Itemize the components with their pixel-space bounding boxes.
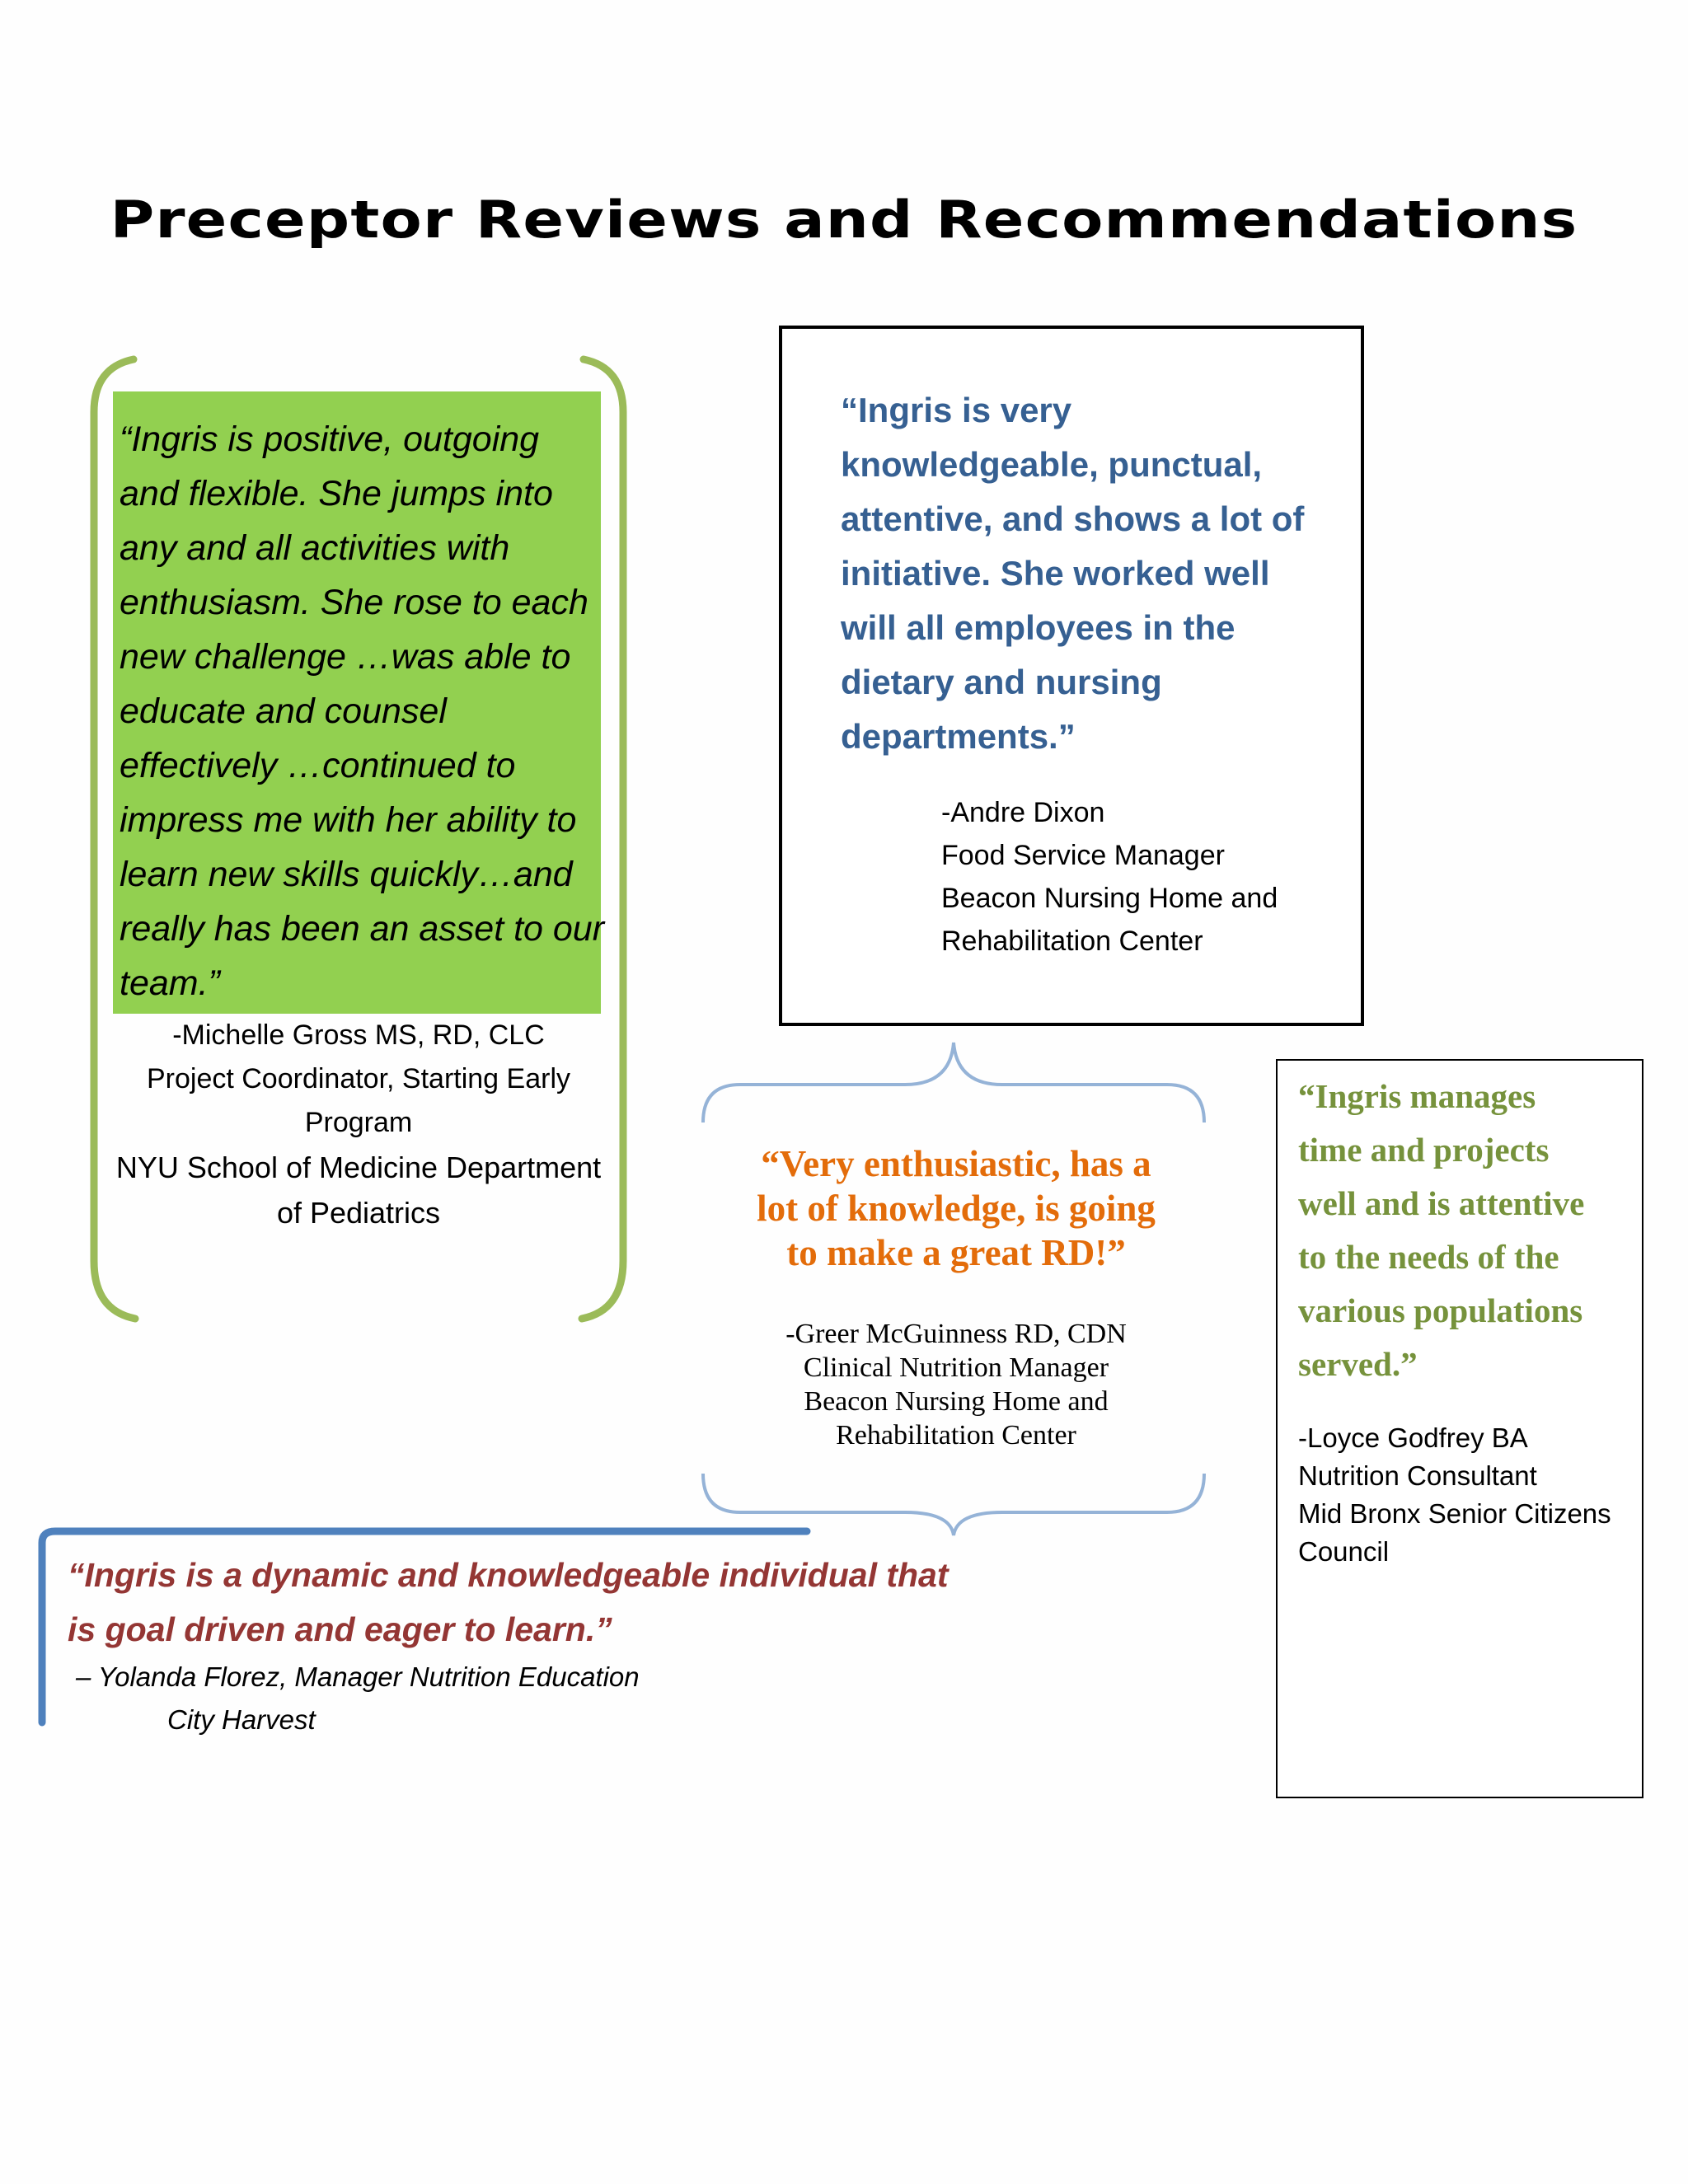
quote-line: “Ingris is a dynamic and knowledgeable individual that xyxy=(68,1556,949,1594)
attribution-line: of Pediatrics xyxy=(276,1196,441,1230)
page-title: Preceptor Reviews and Recommendations xyxy=(110,190,1578,250)
attribution-line: Project Coordinator, Starting Early xyxy=(146,1063,571,1094)
quote-line: “Ingris is very xyxy=(841,391,1072,429)
review-quote xyxy=(841,383,1335,764)
quote-line: “Ingris manages xyxy=(1298,1077,1536,1115)
attribution-line: Rehabilitation Center xyxy=(836,1420,1076,1451)
quote-line: really has been an asset to our xyxy=(120,909,605,949)
review-quote xyxy=(717,1141,1195,1275)
quote-line: attentive, and shows a lot of xyxy=(841,499,1305,538)
attribution-line: Food Service Manager xyxy=(941,840,1225,871)
attribution-line: Nutrition Consultant xyxy=(1298,1460,1537,1491)
quote-line: lot of knowledge, is going xyxy=(757,1188,1156,1229)
attribution-name: -Andre Dixon xyxy=(941,797,1105,828)
quote-line: time and projects xyxy=(1298,1131,1550,1169)
quote-line: educate and counsel xyxy=(120,691,447,731)
quote-line: impress me with her ability to xyxy=(120,800,577,840)
attribution-line: Beacon Nursing Home and xyxy=(941,883,1278,914)
quote-line: various populations xyxy=(1298,1291,1583,1329)
review-attribution xyxy=(107,1014,610,1235)
review-quote xyxy=(68,1548,974,1657)
quote-line: and flexible. She jumps into xyxy=(120,474,553,513)
brace-top xyxy=(701,1040,1212,1131)
quote-line: will all employees in the xyxy=(841,608,1236,647)
review-quote xyxy=(1298,1070,1636,1391)
quote-line: well and is attentive xyxy=(1298,1184,1585,1222)
quote-line: departments.” xyxy=(841,717,1076,756)
attribution-line: Beacon Nursing Home and xyxy=(804,1386,1109,1417)
attribution-line: NYU School of Medicine Department xyxy=(115,1151,602,1184)
review-attribution xyxy=(717,1317,1195,1452)
attribution-line: Clinical Nutrition Manager xyxy=(803,1352,1109,1383)
review-quote xyxy=(120,412,606,1010)
quote-line: team.” xyxy=(120,963,220,1003)
attribution-name: – Yolanda Florez, Manager Nutrition Education xyxy=(76,1661,640,1692)
quote-line: new challenge …was able to xyxy=(120,637,571,677)
attribution-name: -Greer McGuinness RD, CDN xyxy=(785,1319,1127,1349)
attribution-line: City Harvest xyxy=(167,1704,316,1735)
attribution-name: -Loyce Godfrey BA xyxy=(1298,1422,1528,1453)
quote-line: is goal driven and eager to learn.” xyxy=(68,1610,612,1648)
quote-line: knowledgeable, punctual, xyxy=(841,445,1263,484)
quote-line: effectively …continued to xyxy=(120,746,516,785)
quote-line: dietary and nursing xyxy=(841,663,1162,701)
attribution-name: -Michelle Gross MS, RD, CLC xyxy=(172,1019,545,1051)
quote-line: served.” xyxy=(1298,1345,1418,1383)
quote-line: “Ingris is positive, outgoing xyxy=(120,419,540,459)
quote-line: learn new skills quickly…and xyxy=(120,855,573,894)
attribution-line: Program xyxy=(304,1107,413,1138)
review-attribution xyxy=(941,791,1353,963)
quote-line: enthusiasm. She rose to each xyxy=(120,583,588,622)
quote-line: any and all activities with xyxy=(120,528,510,568)
quote-line: initiative. She worked well xyxy=(841,554,1270,593)
review-attribution xyxy=(1298,1419,1636,1571)
quote-line: to the needs of the xyxy=(1298,1238,1559,1276)
attribution-line: Mid Bronx Senior Citizens xyxy=(1298,1498,1611,1529)
attribution-line: Council xyxy=(1298,1536,1390,1567)
quote-line: to make a great RD!” xyxy=(786,1232,1126,1273)
quote-line: “Very enthusiastic, has a xyxy=(761,1143,1151,1184)
attribution-line: Rehabilitation Center xyxy=(941,926,1203,957)
